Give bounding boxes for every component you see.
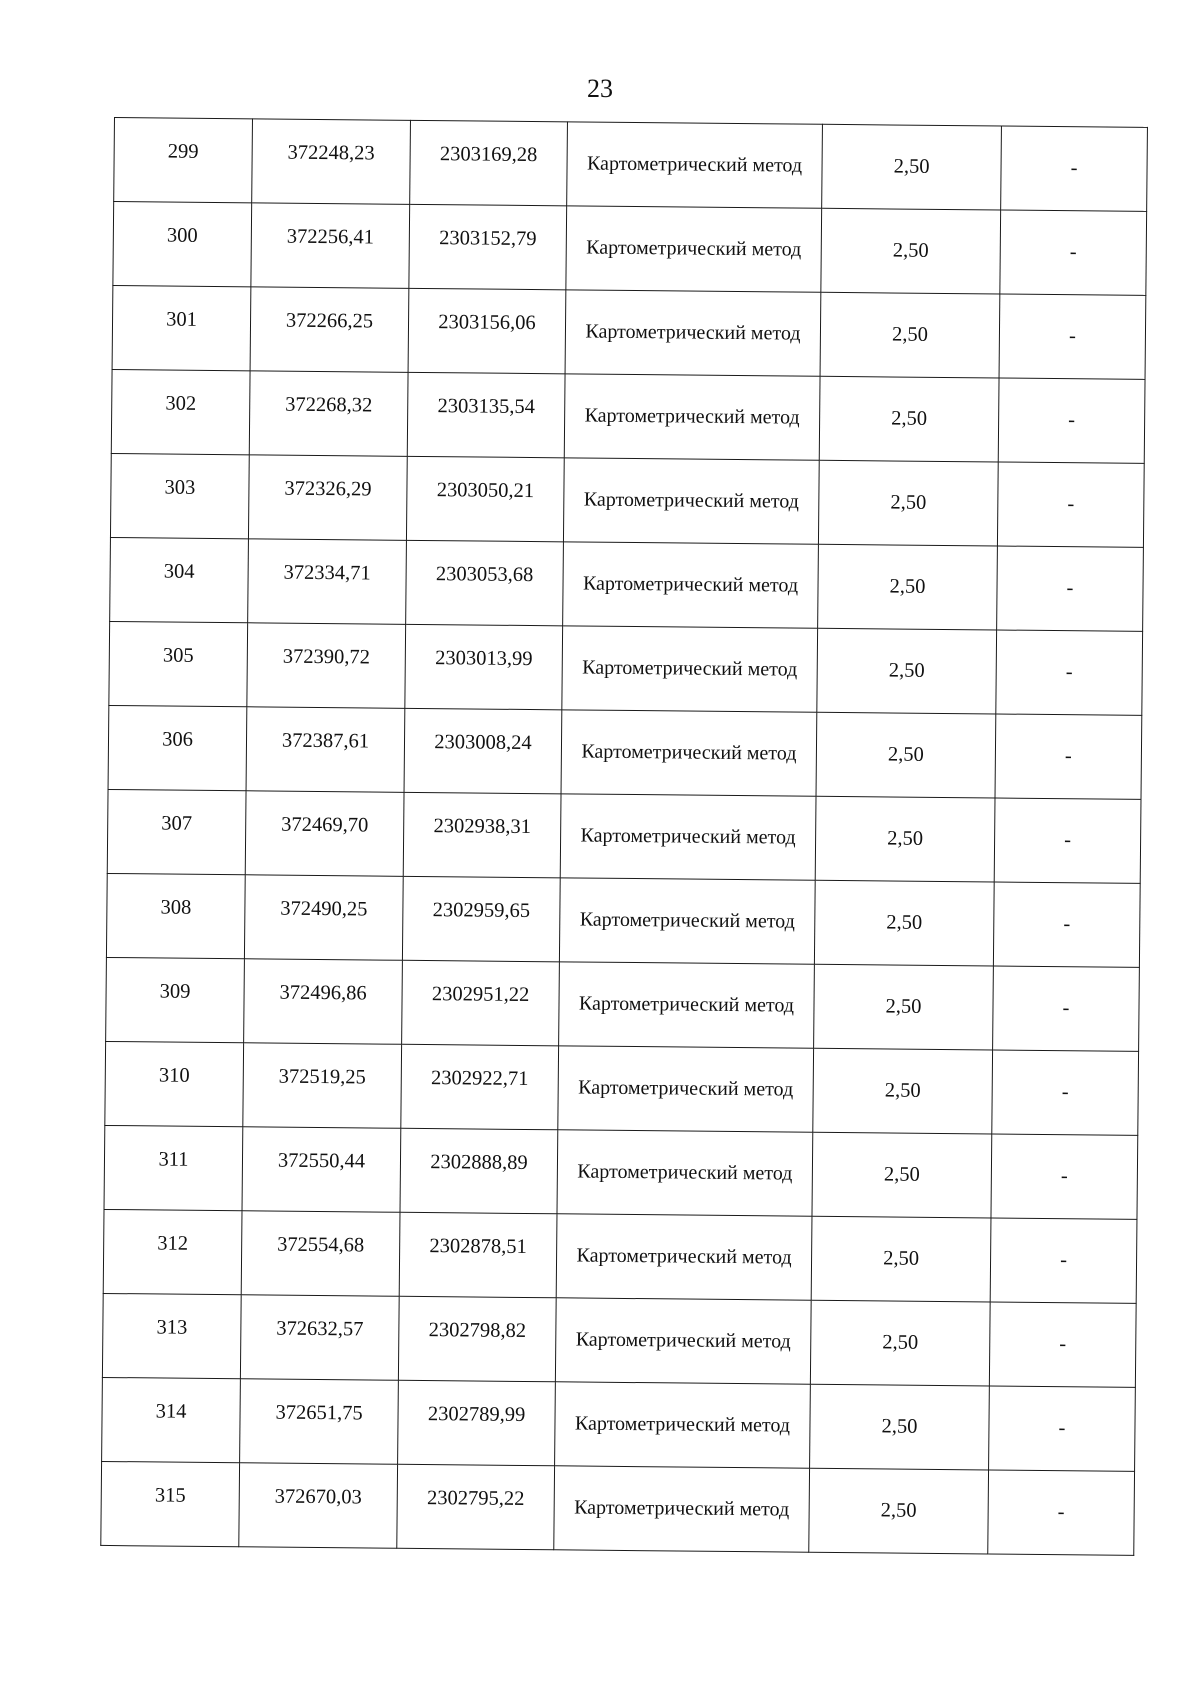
accuracy-cell: 2,50 [820,292,1000,378]
coordinate-x-cell: 372266,25 [250,287,409,373]
coordinate-y-cell: 2303156,06 [408,288,566,374]
accuracy-cell: 2,50 [809,1468,989,1554]
coordinate-x-cell: 372390,72 [247,623,406,709]
point-number-cell: 304 [110,537,249,622]
table-row [106,957,1140,1051]
point-number-cell: 313 [102,1293,241,1378]
accuracy-cell: 2,50 [810,1384,990,1470]
point-number-cell: 312 [103,1209,242,1294]
accuracy-cell: 2,50 [813,1048,993,1134]
coordinates-table [100,117,1148,1556]
coordinate-x-cell: 372651,75 [240,1379,399,1465]
accuracy-cell: 2,50 [814,880,994,966]
description-cell: - [993,882,1140,967]
description-cell: - [989,1386,1136,1471]
coordinate-y-cell: 2303053,68 [406,540,564,626]
coordinate-x-cell: 372554,68 [241,1211,400,1297]
method-cell: Картометрический метод [562,626,818,712]
coordinate-y-cell: 2302951,22 [402,960,560,1046]
method-cell: Картометрический метод [565,290,821,376]
description-cell: - [992,1050,1139,1135]
table-row [108,705,1142,799]
accuracy-cell: 2,50 [822,124,1002,210]
method-cell: Картометрический метод [567,122,823,208]
accuracy-cell: 2,50 [812,1132,992,1218]
point-number-cell: 311 [104,1125,243,1210]
point-number-cell: 309 [106,957,245,1042]
coordinate-x-cell: 372519,25 [243,1043,402,1129]
table-row [107,789,1141,883]
coordinate-x-cell: 372496,86 [244,959,403,1045]
point-number-cell: 314 [102,1377,241,1462]
table-row [102,1377,1136,1471]
description-cell: - [996,630,1143,715]
description-cell: - [989,1302,1136,1387]
accuracy-cell: 2,50 [811,1216,991,1302]
method-cell: Картометрический метод [563,458,819,544]
method-cell: Картометрический метод [561,710,817,796]
coordinate-y-cell: 2303013,99 [405,624,563,710]
table-row [113,202,1147,296]
coordinates-table-body [101,118,1148,1556]
table-row [110,537,1144,631]
table-row [114,118,1148,212]
method-cell: Картометрический метод [566,206,822,292]
page-number: 23 [587,74,613,103]
coordinate-y-cell: 2302798,82 [398,1296,556,1382]
coordinate-y-cell: 2302789,99 [398,1380,556,1466]
coordinate-y-cell: 2303169,28 [410,120,568,206]
accuracy-cell: 2,50 [810,1300,990,1386]
accuracy-cell: 2,50 [815,796,995,882]
accuracy-cell: 2,50 [816,712,996,798]
point-number-cell: 301 [112,285,251,370]
coordinate-y-cell: 2303135,54 [407,372,565,458]
coordinate-y-cell: 2303152,79 [409,204,567,290]
description-cell: - [1000,210,1147,295]
coordinate-y-cell: 2302888,89 [400,1128,558,1214]
point-number-cell: 310 [105,1041,244,1126]
table-row [102,1293,1136,1387]
description-cell: - [998,378,1145,463]
table-row [103,1209,1137,1303]
coordinate-x-cell: 372469,70 [245,791,404,877]
method-cell: Картометрический метод [554,1466,810,1552]
method-cell: Картометрический метод [557,1130,813,1216]
description-cell: - [991,1134,1138,1219]
coordinate-y-cell: 2302878,51 [399,1212,557,1298]
description-cell: - [993,966,1140,1051]
point-number-cell: 306 [108,705,247,790]
coordinate-x-cell: 372326,29 [248,455,407,541]
coordinate-y-cell: 2303050,21 [406,456,564,542]
accuracy-cell: 2,50 [818,460,998,546]
coordinate-x-cell: 372490,25 [244,875,403,961]
point-number-cell: 302 [111,369,250,454]
description-cell: - [997,462,1144,547]
coordinate-y-cell: 2303008,24 [404,708,562,794]
coordinate-y-cell: 2302922,71 [401,1044,559,1130]
coordinate-y-cell: 2302938,31 [403,792,561,878]
table-row [105,1041,1139,1135]
description-cell: - [994,798,1141,883]
coordinates-table-wrapper [100,117,1147,1556]
coordinate-x-cell: 372670,03 [239,1463,398,1549]
coordinate-x-cell: 372550,44 [242,1127,401,1213]
description-cell: - [988,1470,1135,1555]
method-cell: Картометрический метод [558,1046,814,1132]
table-row [106,873,1140,967]
point-number-cell: 307 [107,789,246,874]
method-cell: Картометрический метод [555,1298,811,1384]
table-row [101,1461,1135,1555]
coordinate-x-cell: 372248,23 [252,119,411,205]
point-number-cell: 315 [101,1461,240,1546]
description-cell: - [990,1218,1137,1303]
point-number-cell: 308 [106,873,245,958]
method-cell: Картометрический метод [564,374,820,460]
method-cell: Картометрический метод [556,1214,812,1300]
description-cell: - [995,714,1142,799]
point-number-cell: 299 [114,118,253,203]
accuracy-cell: 2,50 [814,964,994,1050]
accuracy-cell: 2,50 [821,208,1001,294]
coordinate-x-cell: 372268,32 [249,371,408,457]
method-cell: Картометрический метод [559,962,815,1048]
coordinate-x-cell: 372256,41 [251,203,410,289]
method-cell: Картометрический метод [560,794,816,880]
method-cell: Картометрический метод [563,542,819,628]
method-cell: Картометрический метод [559,878,815,964]
accuracy-cell: 2,50 [818,544,998,630]
coordinate-x-cell: 372632,57 [240,1295,399,1381]
coordinate-x-cell: 372387,61 [246,707,405,793]
description-cell: - [999,294,1146,379]
method-cell: Картометрический метод [555,1382,811,1468]
point-number-cell: 300 [113,202,252,287]
accuracy-cell: 2,50 [819,376,999,462]
table-row [112,285,1146,379]
table-row [111,369,1145,463]
coordinate-y-cell: 2302959,65 [402,876,560,962]
description-cell: - [997,546,1144,631]
table-row [109,621,1143,715]
point-number-cell: 305 [109,621,248,706]
table-row [110,453,1144,547]
coordinate-y-cell: 2302795,22 [397,1464,555,1550]
accuracy-cell: 2,50 [817,628,997,714]
coordinate-x-cell: 372334,71 [248,539,407,625]
description-cell: - [1001,126,1148,211]
point-number-cell: 303 [110,453,249,538]
table-row [104,1125,1138,1219]
